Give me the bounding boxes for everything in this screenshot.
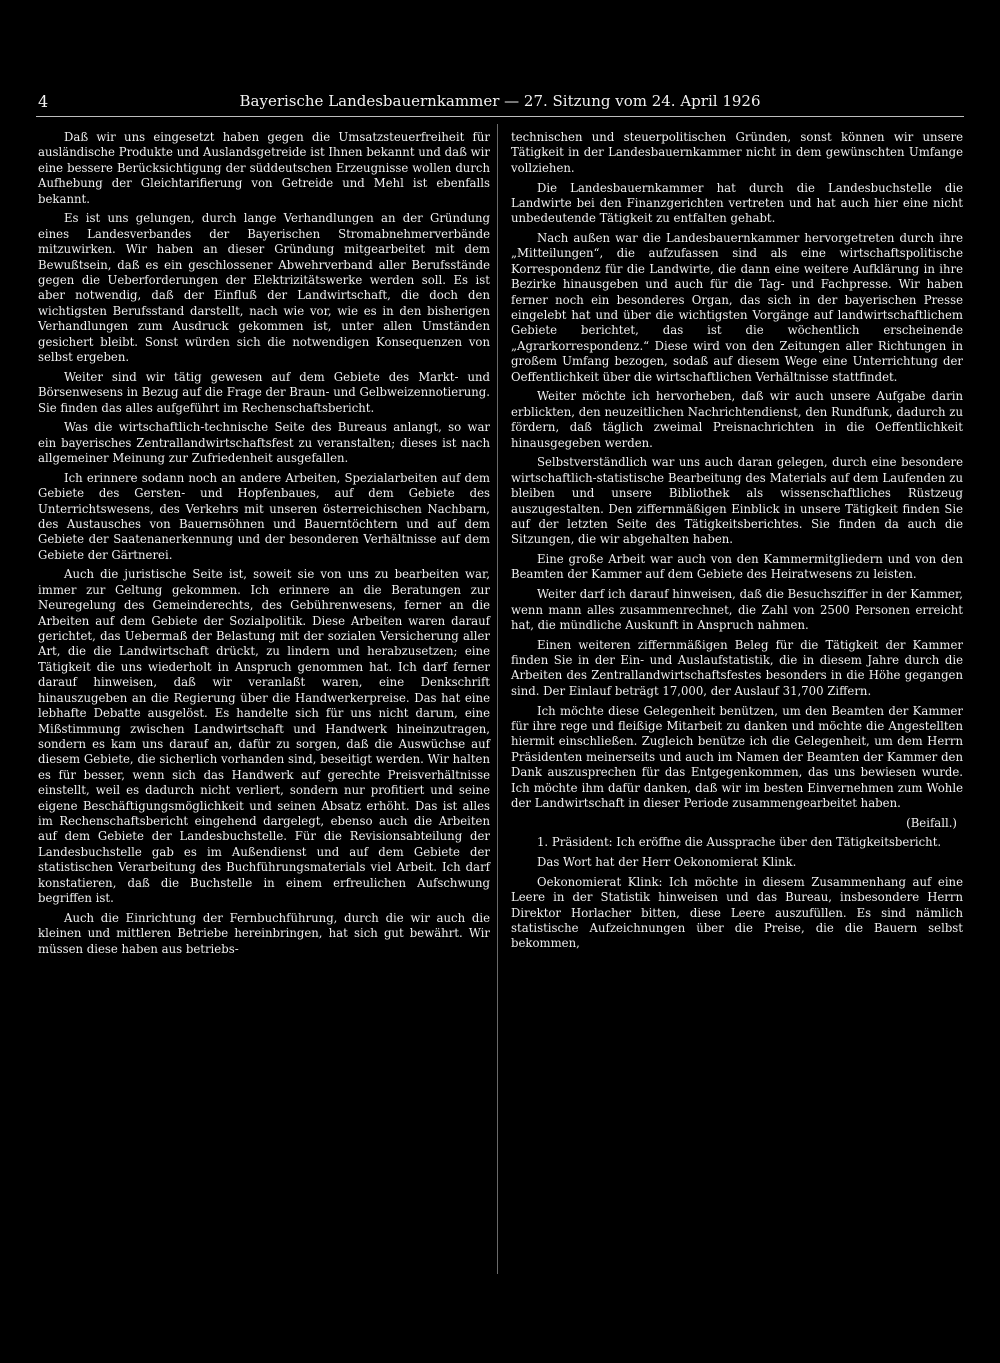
paragraph: technischen und steuerpolitischen Gründen, sonst können wir unsere Tätigkeit in der Landesbauernkammer nicht in dem gewünschten Umfange vollziehen. <box>511 130 963 175</box>
running-head: Bayerische Landesbauernkammer — 27. Sitzung vom 24. April 1926 <box>239 92 761 110</box>
paragraph: Einen weiteren ziffernmäßigen Beleg für die Tätigkeit der Kammer finden Sie in der Ein- und Auslaufstatistik, die in diesem Jahre durch die Arbeiten des Zentrallandwirtschaftsfestes besonders in die Höhe gegangen sind. Der Einlauf beträgt 17,000, der Auslauf 31,700 Ziffern. <box>511 637 963 698</box>
paragraph: Die Landesbauernkammer hat durch die Landesbuchstelle die Landwirte bei den Finanzgerichten vertreten und hat auch hier eine nicht unbedeutende Tätigkeit zu entfalten gehabt. <box>511 180 963 226</box>
paragraph: Eine große Arbeit war auch von den Kammermitgliedern und von den Beamten der Kammer auf dem Gebiete des Heiratwesens zu leisten. <box>511 552 963 582</box>
header-rule <box>36 116 964 117</box>
paragraph: Nach außen war die Landesbauernkammer hervorgetreten durch ihre „Mitteilungen“, die aufzufassen sind als eine wirtschaftspolitische Korrespondenz für die Landwirte, die dann eine weitere Aufklärung in ihre Bezirke hinausgeben und auch für die Tag- und Fachpresse. Wir haben ferner noch ein besonderes Organ, das sich in der bayerischen Presse eingelebt hat und über die wichtigsten Vorgänge auf landwirtschaftlichem Gebiete berichtet, das ist die wöchentlich erscheinende „Agrarkorrespondenz.“ Diese wird von den Zeitungen aller Richtungen in großem Umfang bezogen, sodaß auf diesem Wege eine Unterrichtung der Oeffentlichkeit über die wirtschaftlichen Verhältnisse stattfindet. <box>511 231 963 384</box>
page-number: 4 <box>38 92 49 111</box>
applause-note: (Beifall.) <box>906 815 957 830</box>
paragraph: 1. Präsident: Ich eröffne die Aussprache über den Tätigkeitsbericht. <box>537 835 942 850</box>
paragraph: Weiter sind wir tätig gewesen auf dem Gebiete des Markt- und Börsenwesens in Bezug auf die Frage der Braun- und Gelbweizennotierung. Sie finden das alles aufgeführt im Rechenschaftsbericht. <box>38 369 490 415</box>
right-column <box>511 130 963 956</box>
paragraph: Ich erinnere sodann noch an andere Arbeiten, Spezialarbeiten auf dem Gebiete des Gersten- und Hopfenbaues, auf dem Gebiete des Unterrichtswesens, des Verkehrs mit unseren österreichischen Nachbarn, des Austausches von Bauernsöhnen und Bauerntöchtern und auf dem Gebiete der Saatenanerkennung und der besonderen Verhältnisse auf dem Gebiete der Gärtnerei. <box>38 470 490 562</box>
paragraph: Auch die juristische Seite ist, soweit sie von uns zu bearbeiten war, immer zur Geltung gekommen. Ich erinnere an die Beratungen zur Neuregelung des Gemeinderechts, des Gebührenwesens, ferner an die Arbeiten auf dem Gebiete der Sozialpolitik. Diese Arbeiten waren darauf gerichtet, das Uebermaß der Belastung mit der sozialen Versicherung aller Art, die die Landwirtschaft drückt, zu lindern und herabzusetzen; eine Tätigkeit die uns wiederholt in Anspruch genommen hat. Ich darf ferner darauf hinweisen, daß wir veranlaßt waren, eine Denkschrift hinauszugeben an die Regierung über die Handwerkerpreise. Das hat eine lebhafte Debatte ausgelöst. Es handelte sich für uns nicht darum, eine Mißstimmung zwischen Landwirtschaft und Handwerk hineinzutragen, sondern es kam uns darauf an, dafür zu sorgen, daß die Auswüchse auf diesem Gebiete, die sicherlich vorhanden sind, beseitigt werden. Wir halten es für besser, wenn sich das Handwerk auf gerechte Preisverhältnisse einstellt, weil es dadurch nicht verliert, sondern nur profitiert und seine eigene Beschäftigungsmöglichkeit und seinen Absatz erhöht. Das ist alles im Rechenschaftsbericht eingehend dargelegt, ebenso auch die Arbeiten auf dem Gebiete der Landesbuchstelle. Für die Revisionsabteilung der Landesbuchstelle gab es im Außendienst und auf dem Gebiete der statistischen Verarbeitung des Buchführungsmaterials viel Arbeit. Ich darf konstatieren, daß die Buchstelle in einem erfreulichen Aufschwung begriffen ist. <box>38 567 490 905</box>
paragraph: Oekonomierat Klink: Ich möchte in diesem Zusammenhang auf eine Leere in der Statistik hinweisen und das Bureau, insbesondere Herrn Direktor Horlacher bitten, diese Leere auszufüllen. Es sind nämlich statistische Aufzeichnungen über die Preise, die die Bauern selbst bekommen, <box>511 874 963 951</box>
paragraph: Was die wirtschaftlich-technische Seite des Bureaus anlangt, so war ein bayerisches Zentrallandwirtschaftsfest zu veranstalten; dieses ist nach allgemeiner Meinung zur Zufriedenheit ausgefallen. <box>38 420 490 466</box>
paragraph: Es ist uns gelungen, durch lange Verhandlungen an der Gründung eines Landesverbandes der Bayerischen Stromabnehmerverbände mitzuwirken. Wir haben an dieser Gründung mitgearbeitet mit dem Bewußtsein, daß es ein geschlossener Abwehrverband aller Berufsstände gegen die Ueberforderungen der Elektrizitätswerke werden soll. Es ist aber notwendig, daß der Einfluß der Landwirtschaft, die doch den wichtigsten Berufsstand darstellt, nach wie vor, wie es in den bisherigen Verhandlungen zum Ausdruck gekommen ist, unter allen Umständen gesichert bleibt. Sonst würden sich die notwendigen Konsequenzen von selbst ergeben. <box>38 211 490 364</box>
paragraph: Ich möchte diese Gelegenheit benützen, um den Beamten der Kammer für ihre rege und fleißige Mitarbeit zu danken und möchte die Angestellten hiermit einschließen. Zugleich benütze ich die Gelegenheit, um dem Herrn Präsidenten meinerseits und auch im Namen der Beamten der Kammer den Dank auszusprechen für das Entgegenkommen, das uns bewiesen wurde. Ich möchte ihm dafür danken, daß wir im besten Einvernehmen zum Wohle der Landwirtschaft in dieser Periode zusammengearbeitet haben. <box>511 703 963 811</box>
paragraph: Weiter möchte ich hervorheben, daß wir auch unsere Aufgabe darin erblickten, den neuzeitlichen Nachrichtendienst, den Rundfunk, dadurch zu fördern, daß täglich zweimal Preisnachrichten in die Oeffentlichkeit hinausgegeben werden. <box>511 389 963 450</box>
column-divider <box>497 124 498 1274</box>
paragraph: Selbstverständlich war uns auch daran gelegen, durch eine besondere wirtschaftlich-statistische Bearbeitung des Materials auf dem Laufenden zu bleiben und unsere Bibliothek als wissenschaftliches Rüstzeug auszugestalten. Den ziffernmäßigen Einblick in unsere Tätigkeit finden Sie auf der letzten Seite des Tätigkeitsberichtes. Sie finden da auch die Sitzungen, die wir abgehalten haben. <box>511 455 963 547</box>
paragraph: Auch die Einrichtung der Fernbuchführung, durch die wir auch die kleinen und mittleren Betriebe hereinbringen, hat sich gut bewährt. Wir müssen diese haben aus betriebs- <box>38 910 490 956</box>
paragraph: Das Wort hat der Herr Oekonomierat Klink. <box>537 855 797 870</box>
paragraph: Weiter darf ich darauf hinweisen, daß die Besuchsziffer in der Kammer, wenn mann alles zusammenrechnet, die Zahl von 2500 Personen erreicht hat, die mündliche Auskunft in Anspruch nahmen. <box>511 587 963 632</box>
paragraph: Daß wir uns eingesetzt haben gegen die Umsatzsteuerfreiheit für ausländische Produkte und Auslandsgetreide ist Ihnen bekannt und daß wir eine bessere Berücksichtigung der süddeutschen Erzeugnisse wollen durch Aufhebung der Gleichtarifierung von Getreide und Mehl ist ebenfalls bekannt. <box>38 130 490 206</box>
left-column <box>38 130 490 961</box>
